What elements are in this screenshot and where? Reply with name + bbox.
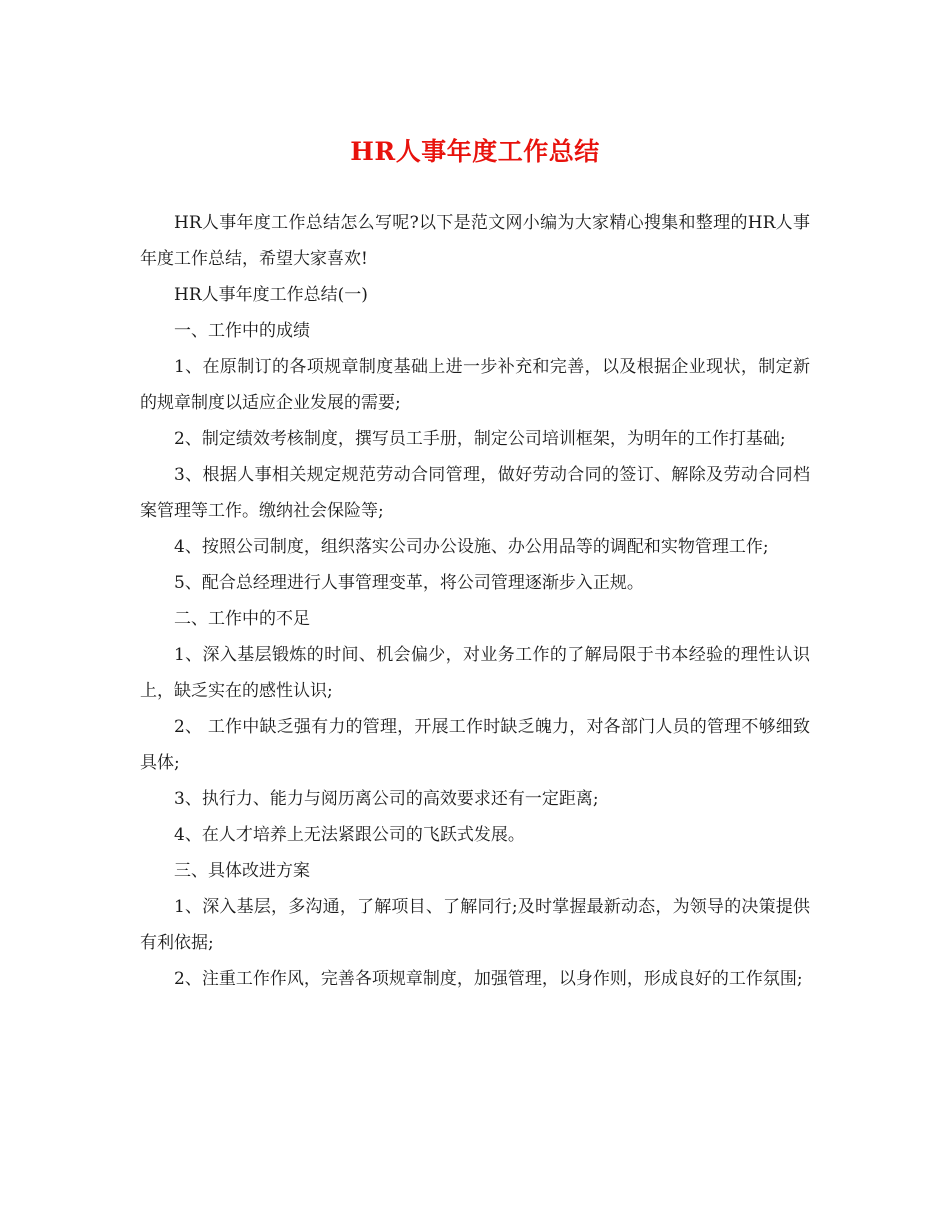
improvement-item-2: 2、注重工作作风，完善各项规章制度，加强管理，以身作则，形成良好的工作氛围;	[174, 969, 803, 989]
achievement-item-5: 5、配合总经理进行人事管理变革，将公司管理逐渐步入正规。	[174, 573, 644, 593]
achievement-item-4: 4、按照公司制度，组织落实公司办公设施、办公用品等的调配和实物管理工作;	[174, 537, 769, 557]
shortcoming-item-4: 4、在人才培养上无法紧跟公司的飞跃式发展。	[174, 825, 525, 845]
achievement-item-1: 1、在原制订的各项规章制度基础上进一步补充和完善，以及根据企业现状，制定新的规章制度以适应企业发展的需要;	[140, 357, 810, 413]
shortcoming-item-3: 3、执行力、能力与阅历离公司的高效要求还有一定距离;	[174, 789, 599, 809]
achievement-item-2: 2、制定绩效考核制度，撰写员工手册，制定公司培训框架，为明年的工作打基础;	[174, 429, 786, 449]
intro-paragraph: HR人事年度工作总结怎么写呢?以下是范文网小编为大家精心搜集和整理的HR人事年度工作总结，希望大家喜欢!	[140, 213, 810, 269]
heading-improvement-plan: 三、具体改进方案	[174, 861, 310, 881]
shortcoming-item-1: 1、深入基层锻炼的时间、机会偏少，对业务工作的了解局限于书本经验的理性认识上，缺乏实在的感性认识;	[140, 645, 810, 701]
shortcoming-item-2: 2、 工作中缺乏强有力的管理，开展工作时缺乏魄力，对各部门人员的管理不够细致具体;	[140, 717, 810, 773]
improvement-item-1: 1、深入基层，多沟通，了解项目、了解同行;及时掌握最新动态，为领导的决策提供有利依据;	[140, 897, 810, 953]
heading-shortcomings: 二、工作中的不足	[174, 609, 310, 629]
document-body	[140, 205, 810, 997]
achievement-item-3: 3、根据人事相关规定规范劳动合同管理，做好劳动合同的签订、解除及劳动合同档案管理等工作。缴纳社会保险等;	[140, 465, 810, 521]
section-heading-summary-one: HR人事年度工作总结(一)	[174, 285, 368, 305]
document-title: HR人事年度工作总结	[350, 137, 600, 166]
heading-achievements: 一、工作中的成绩	[174, 321, 310, 341]
